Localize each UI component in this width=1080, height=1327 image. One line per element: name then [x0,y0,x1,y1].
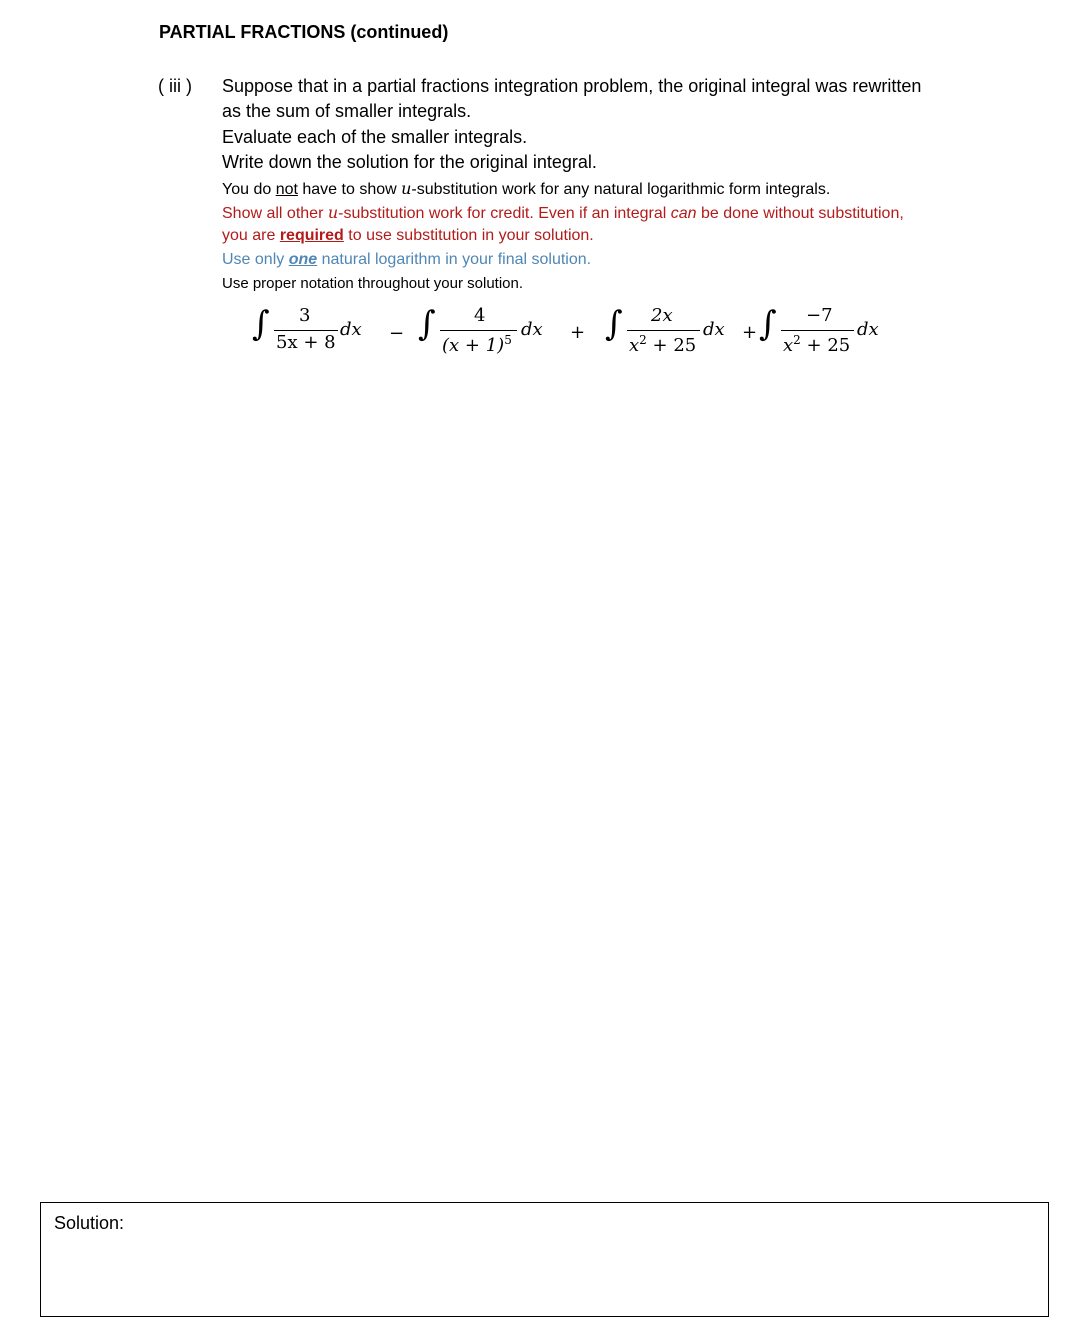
note-one-log: Use only one natural logarithm in your final solution. [222,251,592,268]
instruction-line-3: Evaluate each of the smaller integrals. [222,127,528,147]
differential: dx [521,319,543,340]
part-label: ( iii ) [158,76,192,96]
note-notation: Use proper notation throughout your solution. [222,275,524,292]
denominator: $(x + 1)^5$ [442,333,512,356]
page-title: PARTIAL FRACTIONS (continued) [159,22,449,42]
fraction-bar [627,330,700,331]
instruction-line-1: Suppose that in a partial fractions integration problem, the original integral was rewritten [222,76,922,96]
plus-operator: + [742,322,758,343]
denominator: $x^2 + 25$ [783,333,851,356]
numerator: −7 [806,305,833,326]
differential: dx [703,319,725,340]
differential: dx [340,319,362,340]
instruction-line-4: Write down the solution for the original integral. [222,152,597,172]
differential: dx [857,319,879,340]
denominator: 5x + 8 [276,332,336,353]
denominator: $x^2 + 25$ [629,333,697,356]
numerator: 4 [474,305,486,326]
note-show-work: Show all other u-substitution work for credit. Even if an integral can be done without substitution, [222,203,904,222]
solution-box[interactable] [40,1202,1049,1317]
minus-operator: − [389,323,405,344]
integral-sign: ∫ [418,304,436,344]
fraction-bar [440,330,517,331]
fraction-bar [274,330,338,331]
note-no-ln-work: You do not have to show u-substitution work for any natural logarithmic form integrals. [222,179,831,198]
solution-label: Solution: [54,1213,125,1233]
numerator: 2x [651,305,673,326]
plus-operator: + [570,322,586,343]
instruction-line-2: as the sum of smaller integrals. [222,101,472,121]
integral-sign: ∫ [252,304,270,344]
numerator: 3 [299,305,311,326]
fraction-bar [781,330,854,331]
integral-sign: ∫ [605,304,623,344]
note-required: you are required to use substitution in your solution. [222,227,594,244]
integral-sign: ∫ [759,304,777,344]
